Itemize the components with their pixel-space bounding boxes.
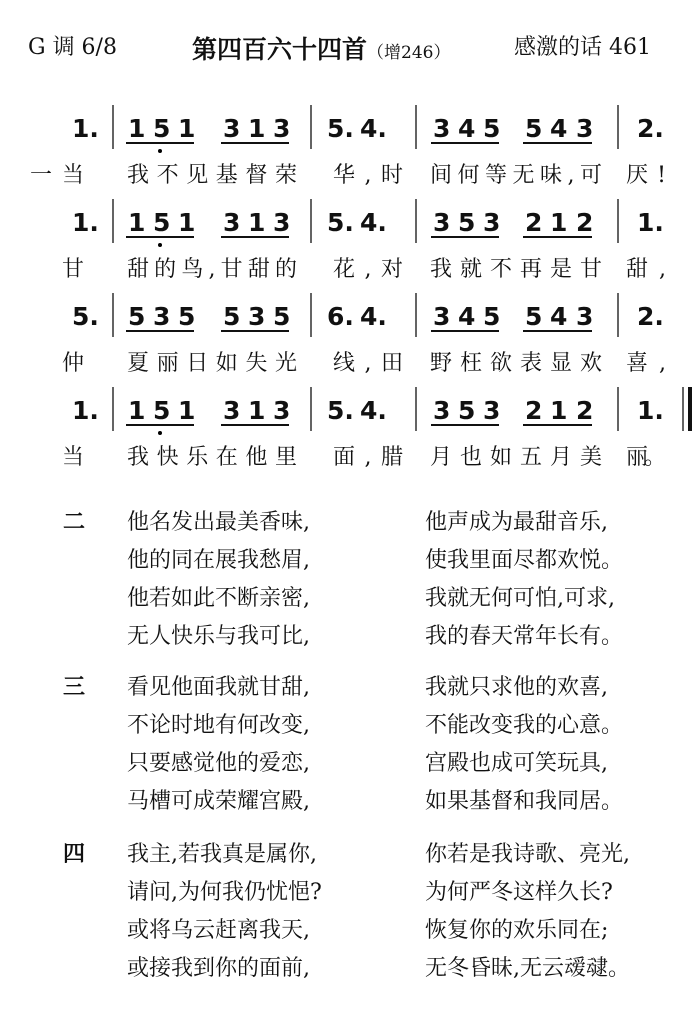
lyric: 面,腊	[333, 445, 403, 470]
verse-line: 他的同在展我愁眉,	[127, 548, 310, 573]
note: 1	[248, 114, 266, 143]
verse-line: 我的春天常年长有。	[425, 624, 624, 649]
lyric: 月也如五月美	[430, 445, 602, 470]
note: 1.	[637, 396, 664, 425]
note: 1	[248, 208, 266, 237]
note: 1	[550, 396, 568, 425]
lyric: 甜的鸟,甘甜的	[127, 257, 297, 282]
verse-line: 我主,若我真是属你,	[127, 842, 317, 867]
note: 3	[433, 208, 451, 237]
note: 3	[483, 396, 501, 425]
note: 5	[273, 302, 291, 331]
note: 3	[273, 208, 291, 237]
numbered-score	[0, 0, 700, 480]
note: 1	[178, 114, 196, 143]
note: 3	[273, 396, 291, 425]
note: 4	[458, 302, 476, 331]
verse-line: 为何严冬这样久长?	[425, 880, 613, 905]
note: 2	[576, 208, 594, 237]
lyric: 间何等无味,可	[430, 163, 602, 188]
note: 3	[248, 302, 266, 331]
note: 4	[458, 114, 476, 143]
verse-line: 他声成为最甜音乐,	[425, 510, 608, 535]
note: 1	[128, 114, 146, 143]
stanza-number: 二	[63, 510, 86, 535]
verse-line: 或将乌云赶离我天,	[127, 918, 310, 943]
note: 3	[433, 114, 451, 143]
note: 1.	[637, 208, 664, 237]
verse-line: 无冬昏昧,无云叆叇。	[425, 956, 630, 981]
note: 1.	[72, 396, 99, 425]
verse-line: 马槽可成荣耀宫殿,	[127, 789, 310, 814]
note: 4.	[360, 208, 387, 237]
octave-dot	[158, 149, 162, 153]
note: 5.	[72, 302, 99, 331]
lyric: 仲	[62, 351, 85, 376]
lyric: 丽。	[626, 445, 666, 470]
note: 2.	[637, 114, 664, 143]
note: 3	[433, 396, 451, 425]
verse-line: 请问,为何我仍忧悒?	[127, 880, 322, 905]
note: 5	[525, 114, 543, 143]
verse-line: 或接我到你的面前,	[127, 956, 310, 981]
verse-line: 我就只求他的欢喜,	[425, 675, 608, 700]
note: 2	[525, 396, 543, 425]
note: 2	[576, 396, 594, 425]
note: 1	[128, 208, 146, 237]
note: 5	[153, 396, 171, 425]
lyric: 我就不再是甘	[430, 257, 602, 282]
note: 3	[433, 302, 451, 331]
lyric: 当	[62, 163, 85, 188]
lyric: 我不见基督荣	[127, 163, 297, 188]
note: 5.	[327, 114, 354, 143]
note: 2	[525, 208, 543, 237]
note: 1.	[72, 114, 99, 143]
lyric: 喜,	[626, 351, 666, 376]
octave-dot	[158, 243, 162, 247]
octave-dot	[158, 431, 162, 435]
lyric: 厌!	[626, 163, 666, 188]
verse-line: 他若如此不断亲密,	[127, 586, 310, 611]
note: 5	[525, 302, 543, 331]
note: 5	[178, 302, 196, 331]
hymn-number: 第四百六十四首	[192, 35, 368, 64]
note: 4.	[360, 396, 387, 425]
verse-line: 你若是我诗歌、亮光,	[425, 842, 630, 867]
note: 3	[576, 302, 594, 331]
stanza-number: 三	[63, 675, 86, 700]
lyric: 花,对	[333, 257, 403, 282]
verse-line: 不能改变我的心意。	[425, 713, 624, 738]
note: 3	[483, 208, 501, 237]
note: 2.	[637, 302, 664, 331]
verse-line: 不论时地有何改变,	[127, 713, 310, 738]
note: 5	[128, 302, 146, 331]
note: 1	[178, 396, 196, 425]
note: 1	[248, 396, 266, 425]
note: 3	[223, 208, 241, 237]
stanza-number: 四	[63, 842, 86, 867]
key-signature: G 调 6/8	[28, 35, 117, 60]
verse-line: 只要感觉他的爱恋,	[127, 751, 310, 776]
lyric: 当	[62, 445, 85, 470]
note: 3	[273, 114, 291, 143]
verse-line: 宫殿也成可笑玩具,	[425, 751, 608, 776]
lyric: 线,田	[333, 351, 403, 376]
lyric: 甘	[62, 257, 85, 282]
verse-line: 使我里面尽都欢悦。	[425, 548, 624, 573]
note: 3	[223, 396, 241, 425]
note: 5	[223, 302, 241, 331]
note: 3	[153, 302, 171, 331]
tune-name: 感激的话 461	[514, 35, 651, 60]
note: 3	[576, 114, 594, 143]
note: 5	[458, 208, 476, 237]
note: 5	[458, 396, 476, 425]
verse-line: 看见他面我就甘甜,	[127, 675, 310, 700]
note: 4.	[360, 114, 387, 143]
note: 4	[550, 114, 568, 143]
note: 1	[178, 208, 196, 237]
note: 6.	[327, 302, 354, 331]
note: 1.	[72, 208, 99, 237]
lyric: 野枉欲表显欢	[430, 351, 602, 376]
note: 5.	[327, 396, 354, 425]
note: 3	[223, 114, 241, 143]
stanza-number: 一	[30, 163, 53, 188]
lyric: 我快乐在他里	[127, 445, 297, 470]
note: 5	[153, 114, 171, 143]
note: 4	[550, 302, 568, 331]
note: 5	[153, 208, 171, 237]
verse-line: 无人快乐与我可比,	[127, 624, 310, 649]
hymn-subtitle: （增246）	[367, 43, 451, 63]
note: 5.	[327, 208, 354, 237]
note: 5	[483, 114, 501, 143]
lyric: 华,时	[333, 163, 403, 188]
note: 4.	[360, 302, 387, 331]
note: 1	[550, 208, 568, 237]
lyric: 夏丽日如失光	[127, 351, 297, 376]
verse-line: 我就无何可怕,可求,	[425, 586, 615, 611]
verse-line: 他名发出最美香味,	[127, 510, 310, 535]
note: 1	[128, 396, 146, 425]
note: 5	[483, 302, 501, 331]
verse-line: 恢复你的欢乐同在;	[425, 918, 609, 943]
verse-line: 如果基督和我同居。	[425, 789, 624, 814]
lyric: 甜,	[626, 257, 666, 282]
